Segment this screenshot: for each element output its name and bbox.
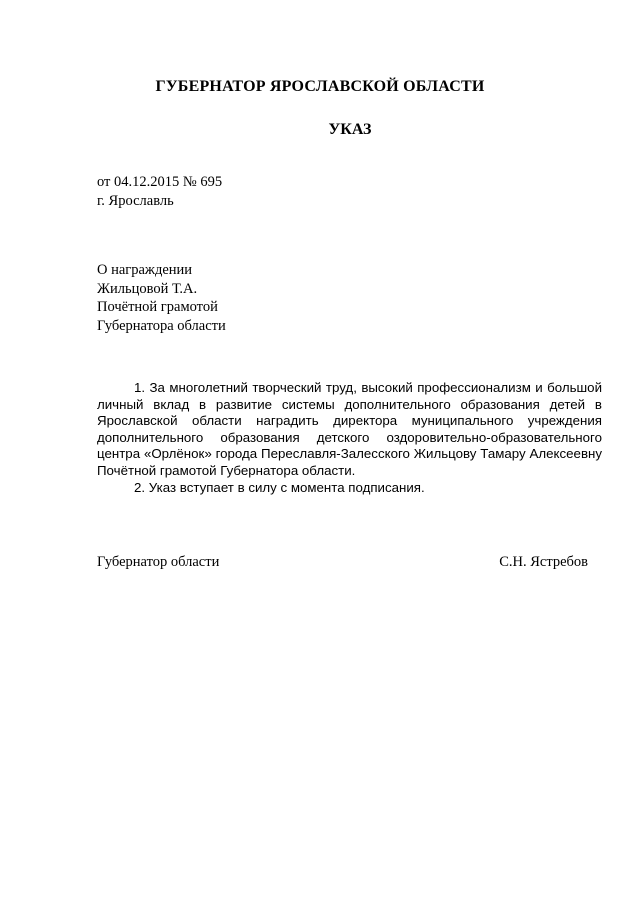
subject-line: Почётной грамотой [97, 299, 218, 315]
signatory-name: С.Н. Ястребов [499, 554, 588, 570]
city: г. Ярославль [97, 193, 174, 209]
authority-title: ГУБЕРНАТОР ЯРОСЛАВСКОЙ ОБЛАСТИ [155, 78, 485, 95]
document-subject [97, 261, 226, 335]
subject-line: Жильцовой Т.А. [97, 280, 198, 297]
subject-line: Губернатора области [97, 317, 226, 334]
document-body [97, 380, 602, 496]
document-type: УКАЗ [328, 121, 372, 138]
body-paragraph-1: 1. За многолетний творческий труд, высокий профессионализм и большой личный вклад в развитие системы дополнительного образования детей в Ярославской области наградить директора муниципального учреждения дополнительного образования детского оздоровительно-образовательного центра «Орлёнок» города Переславля-Залесского Жильцову Тамару Алексеевну Почётной грамотой Губернатора области. [97, 380, 602, 478]
signatory-position: Губернатор области [97, 554, 220, 570]
body-paragraph-2: 2. Указ вступает в силу с момента подписания. [134, 479, 425, 495]
date-number: от 04.12.2015 № 695 [97, 174, 223, 190]
document-meta [97, 173, 222, 211]
subject-line: О награждении [97, 262, 193, 278]
